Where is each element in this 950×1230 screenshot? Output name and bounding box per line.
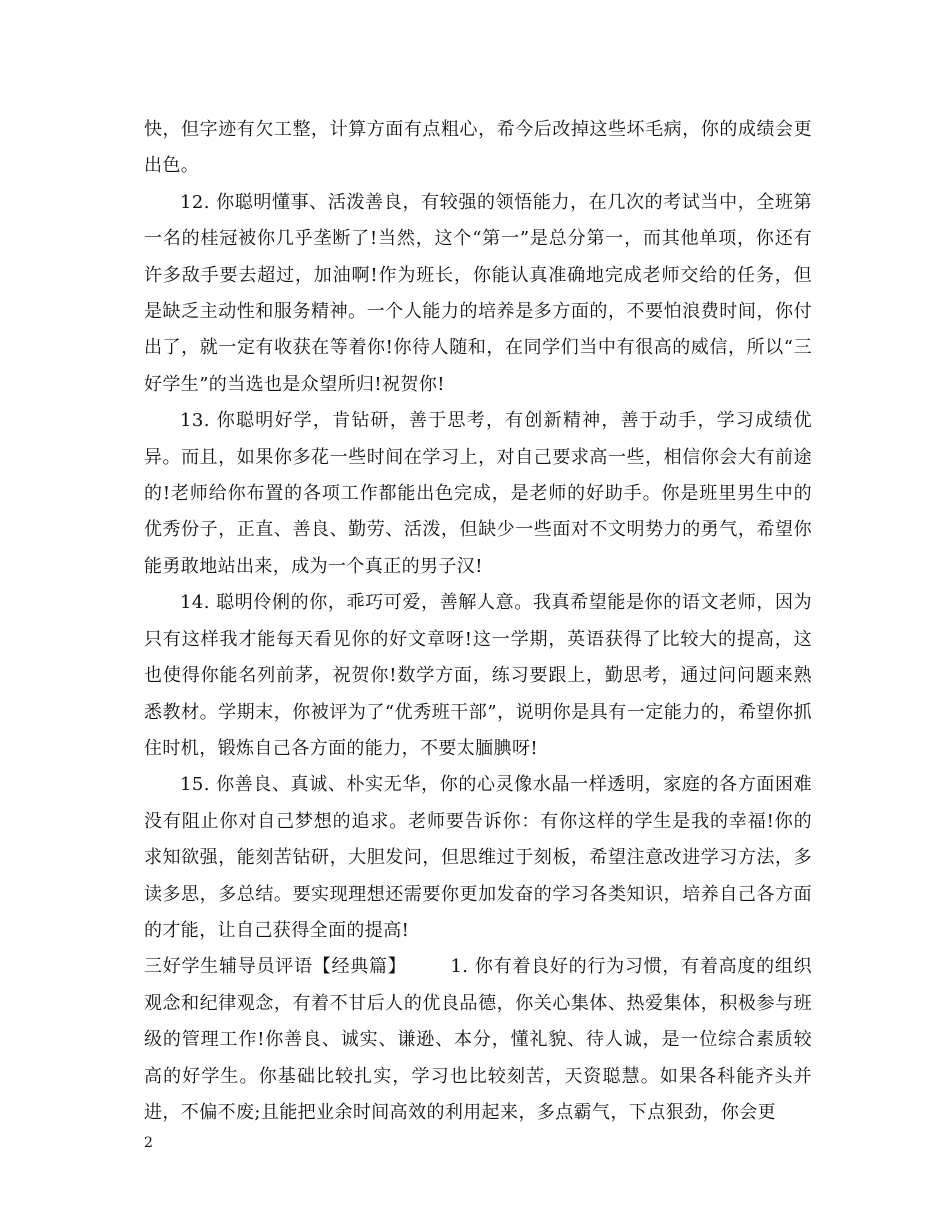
- paragraph-comment-14: 14. 聪明伶俐的你，乖巧可爱，善解人意。我真希望能是你的语文老师，因为只有这样我才能每天看见你的好文章呀!这一学期，英语获得了比较大的提高，这也使得你能名列前茅，祝贺你!数学方面，练习要跟上，勤思考，通过问问题来熟悉教材。学期末，你被评为了“优秀班干部”，说明你是具有一定能力的，希望你抓住时机，锻炼自己各方面的能力，不要太腼腆呀!: [144, 592, 812, 759]
- paragraph-comment-12: 12. 你聪明懂事、活泼善良，有较强的领悟能力，在几次的考试当中，全班第一名的桂冠被你几乎垄断了!当然，这个“第一”是总分第一，而其他单项，你还有许多敌手要去超过，加油啊!作为班长，你能认真准确地完成老师交给的任务，但是缺乏主动性和服务精神。一个人能力的培养是多方面的，不要怕浪费时间，你付出了，就一定有收获在等着你!你待人随和，在同学们当中有很高的威信，所以“三好学生”的当选也是众望所归!祝贺你!: [144, 191, 812, 395]
- paragraph-comment-15: 15. 你善良、真诚、朴实无华，你的心灵像水晶一样透明，家庭的各方面困难没有阻止你对自己梦想的追求。老师要告诉你：有你这样的学生是我的幸福!你的求知欲强，能刻苦钻研，大胆发问，但思维过于刻板，希望注意改进学习方法，多读多思，多总结。要实现理想还需要你更加发奋的学习各类知识，培养自己各方面的才能，让自己获得全面的提高!: [144, 774, 812, 941]
- section-heading: 三好学生辅导员评语【经典篇】: [144, 956, 407, 978]
- paragraph-comment-13: 13. 你聪明好学，肯钻研，善于思考，有创新精神，善于动手，学习成绩优异。而且，如果你多花一些时间在学习上，对自己要求高一些，相信你会大有前途的!老师给你布置的各项工作都能出色完成，是老师的好助手。你是班里男生中的优秀份子，正直、善良、勤劳、活泼，但缺少一些面对不文明势力的勇气，希望你能勇敢地站出来，成为一个真正的男子汉!: [144, 410, 812, 577]
- section-first-comment: 1. 你有着良好的行为习惯，有着高度的组织观念和纪律观念，有着不甘后人的优良品德，你关心集体、热爱集体，积极参与班级的管理工作!你善良、诚实、谦逊、本分，懂礼貌、待人诚，是一位综合素质较高的好学生。你基础比较扎实，学习也比较刻苦，天资聪慧。如果各科能齐头并进，不偏不废;且能把业余时间高效的利用起来，多点霸气，下点狠劲，你会更: [144, 956, 812, 1123]
- page-number: 2: [144, 1135, 153, 1151]
- section-block: [144, 949, 812, 1131]
- document-body: [144, 112, 812, 1131]
- paragraph-continuation: 快，但字迹有欠工整，计算方面有点粗心，希今后改掉这些坏毛病，你的成绩会更出色。: [144, 119, 812, 177]
